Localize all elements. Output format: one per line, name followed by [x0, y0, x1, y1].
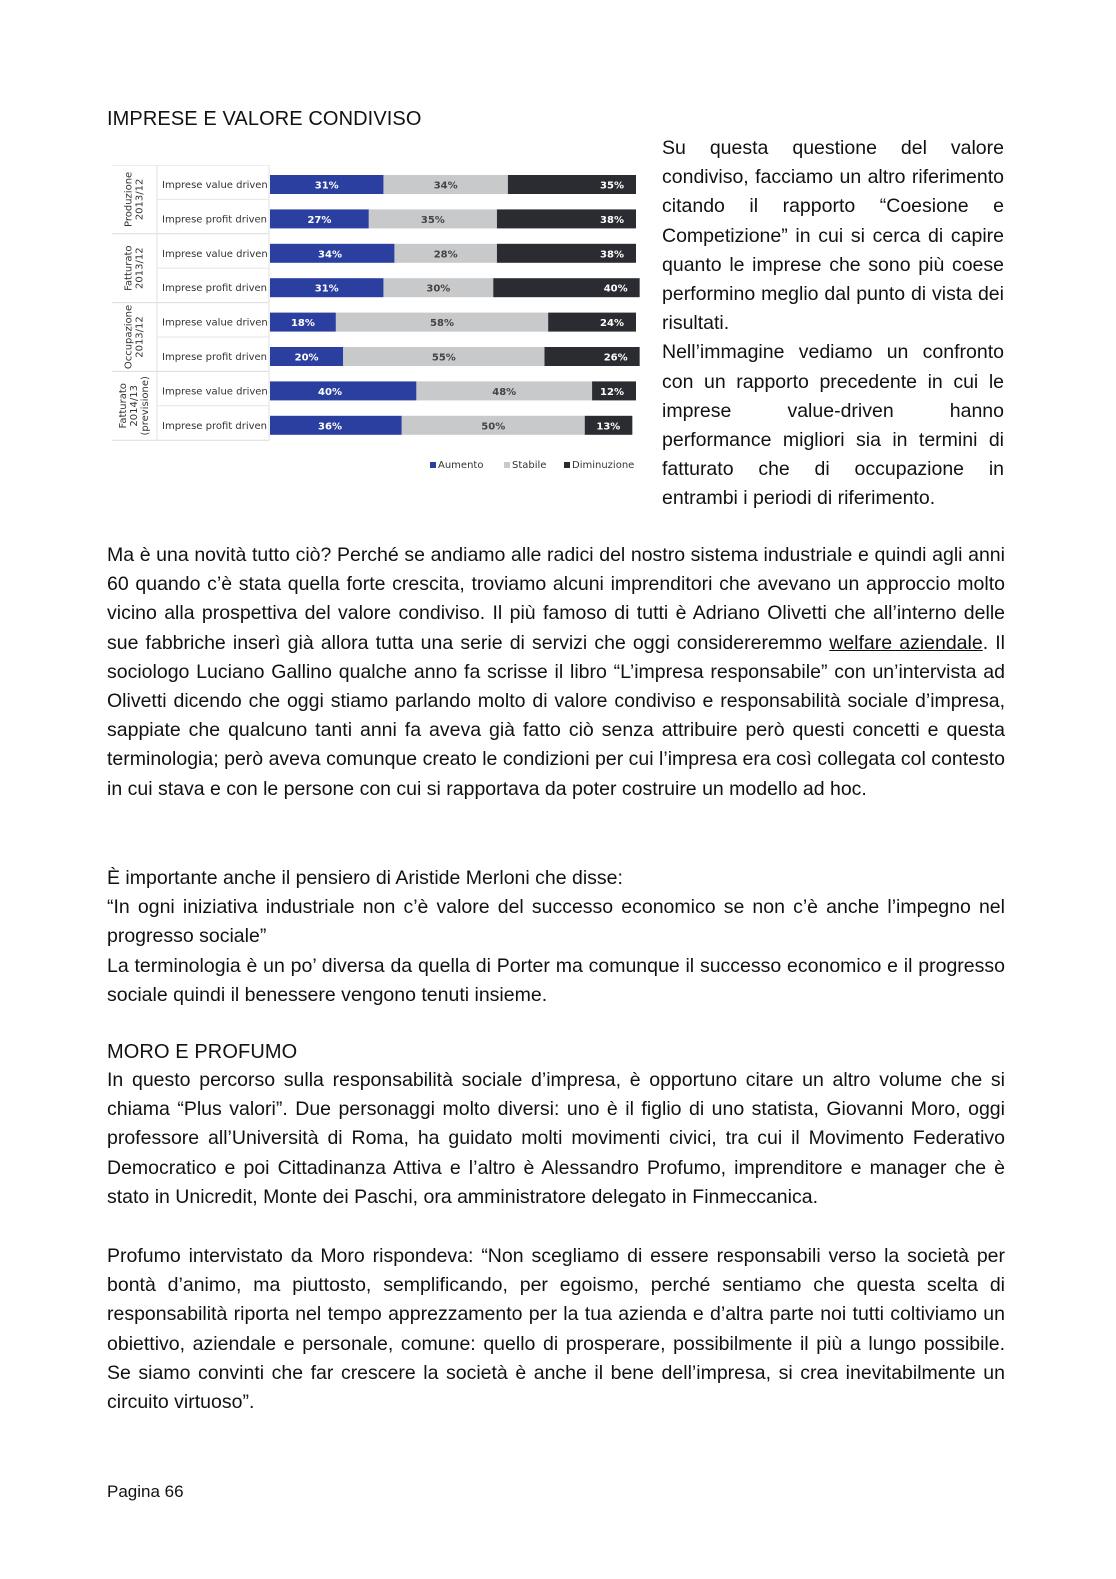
data-label: 24% [600, 318, 624, 330]
group-label: Occupazione2013/12 [123, 304, 146, 370]
paragraph-plus-valori: In questo percorso sulla responsabilità sociale d’impresa, è opportuno citare un altro volume che si chiama “Plus valori”. Due personaggi molto diversi: uno è il figlio di uno statista, Giovanni Moro, oggi professore all’Università di Roma, ha guidato molti movimenti civici, tra cui il Movimento Federativo Democratico e poi Cittadinanza Attiva e l’altro è Alessandro Profumo, imprenditore e manager che è stato in Unicredit, Monte dei Paschi, ora amministratore delegato in Finmeccanica. [107, 1069, 1005, 1208]
data-label: 38% [600, 214, 624, 226]
data-label: 20% [294, 352, 319, 364]
row-label: Imprese value driven [162, 248, 268, 260]
paragraph-olivetti-part-2: . Il sociologo Luciano Gallino qualche anno fa scrisse il libro “L’impresa responsabile” con un’intervista ad Olivetti dicendo che oggi stiamo parlando molto di valore condiviso e responsabilità sociale d’impresa, sappiate che qualcuno tanti anni fa aveva già fatto ciò senza attribuire però questi concetti e questa terminologia; però aveva comunque creato le condizioni per cui l’impresa era così collegata col contesto in cui stava e con le persone con cui si rapportava da poter costruire un modello ad hoc. [107, 631, 1006, 800]
data-label: 36% [318, 421, 342, 433]
group-label: Fatturato2014/13(previsione) [118, 376, 151, 436]
data-label: 26% [603, 352, 628, 364]
data-label: 40% [603, 283, 628, 295]
data-label: 55% [431, 352, 456, 364]
data-label: 40% [318, 386, 342, 398]
data-label: 48% [492, 386, 517, 398]
data-label: 12% [600, 386, 624, 398]
data-label: 50% [481, 421, 506, 433]
row-label: Imprese value driven [162, 317, 268, 329]
bar-segment [270, 381, 416, 400]
legend-swatch [504, 462, 510, 468]
merloni-intro: È importante anche il pensiero di Aristide Merloni che disse: [107, 867, 623, 889]
row-label: Imprese profit driven [162, 420, 268, 432]
legend-swatch [430, 462, 436, 468]
row-label: Imprese profit driven [162, 283, 268, 295]
page-number: Pagina 66 [107, 1482, 184, 1501]
welfare-aziendale-link[interactable]: welfare aziendale [829, 631, 983, 654]
legend-label: Diminuzione [572, 460, 635, 471]
legend-swatch [564, 462, 570, 468]
paragraph-profumo-quote: Profumo intervistato da Moro rispondeva: “Non scegliamo di essere responsabili verso la società per bontà d’animo, ma piuttosto, semplificando, per egoismo, perché sentiamo che questa scelta di responsabilità riporta nel tempo apprezzamento per la tua azienda e d’altra parte noi tutti coltiviamo un obiettivo, aziendale e personale, comune: quello di prosperare, possibilmente il più a lungo possibile. Se siamo convinti che far crescere la società è anche il bene dell’impresa, si crea inevitabilmente un circuito virtuoso”. [107, 1245, 1005, 1414]
merloni-quote: “In ogni iniziativa industriale non c’è valore del successo economico se non c’è anche l’impegno nel progresso sociale” [107, 896, 1005, 948]
side-paragraph-1: Su questa questione del valore condiviso, facciamo un altro riferimento citando il rapporto “Coesione e Competizione” in cui si cerca di capire quanto le imprese che sono più coese performino meglio dal punto di vista dei risultati. [662, 137, 1004, 335]
data-label: 34% [433, 180, 458, 192]
row-label: Imprese profit driven [162, 214, 268, 226]
row-label: Imprese value driven [162, 386, 268, 398]
data-label: 38% [600, 249, 624, 261]
group-label: Produzione2013/12 [123, 171, 146, 227]
legend-label: Stabile [512, 460, 547, 471]
data-label: 30% [426, 283, 451, 295]
data-label: 28% [433, 249, 458, 261]
chart-side-text [662, 134, 1004, 514]
data-label: 34% [318, 249, 342, 261]
section-heading-moro-profumo: MORO E PROFUMO [107, 1041, 298, 1063]
row-label: Imprese profit driven [162, 352, 268, 363]
merloni-comment: La terminologia è un po’ diversa da quella di Porter ma comunque il successo economico e il progresso sociale quindi il benessere vengono tenuti insieme. [107, 954, 1005, 1006]
data-label: 31% [314, 180, 339, 192]
side-paragraph-2: Nell’immagine vediamo un confronto con un rapporto precedente in cui le imprese value-driven hanno performance migliori sia in termini di fatturato che di occupazione in entrambi i periodi di riferimento. [662, 341, 1004, 510]
stacked-bar-chart [112, 165, 642, 485]
paragraph-olivetti [107, 541, 1005, 804]
chart-canvas [112, 165, 642, 485]
data-label: 27% [307, 214, 332, 226]
data-label: 35% [600, 180, 624, 192]
data-label: 35% [420, 214, 445, 226]
paragraph-olivetti-part-1: Ma è una novità tutto ciò? Perché se andiamo alle radici del nostro sistema industriale e quindi agli anni 60 quando c’è stata quella forte crescita, troviamo alcuni imprenditori che avevano un approccio molto vicino alla prospettiva del valore condiviso. Il più famoso di tutti è Adriano Olivetti che all’interno delle sue fabbriche inserì già allora tutta una serie di servizi che oggi considereremmo [107, 544, 1005, 654]
data-label: 58% [430, 318, 454, 330]
paragraph-merloni [107, 864, 1005, 1010]
data-label: 18% [290, 318, 315, 330]
legend-label: Aumento [438, 460, 484, 471]
data-label: 13% [596, 421, 621, 433]
group-label: Fatturato2013/12 [123, 245, 146, 291]
row-label: Imprese value driven [162, 180, 268, 191]
data-label: 31% [314, 283, 339, 295]
section-heading-imprese: IMPRESE E VALORE CONDIVISO [107, 108, 422, 130]
